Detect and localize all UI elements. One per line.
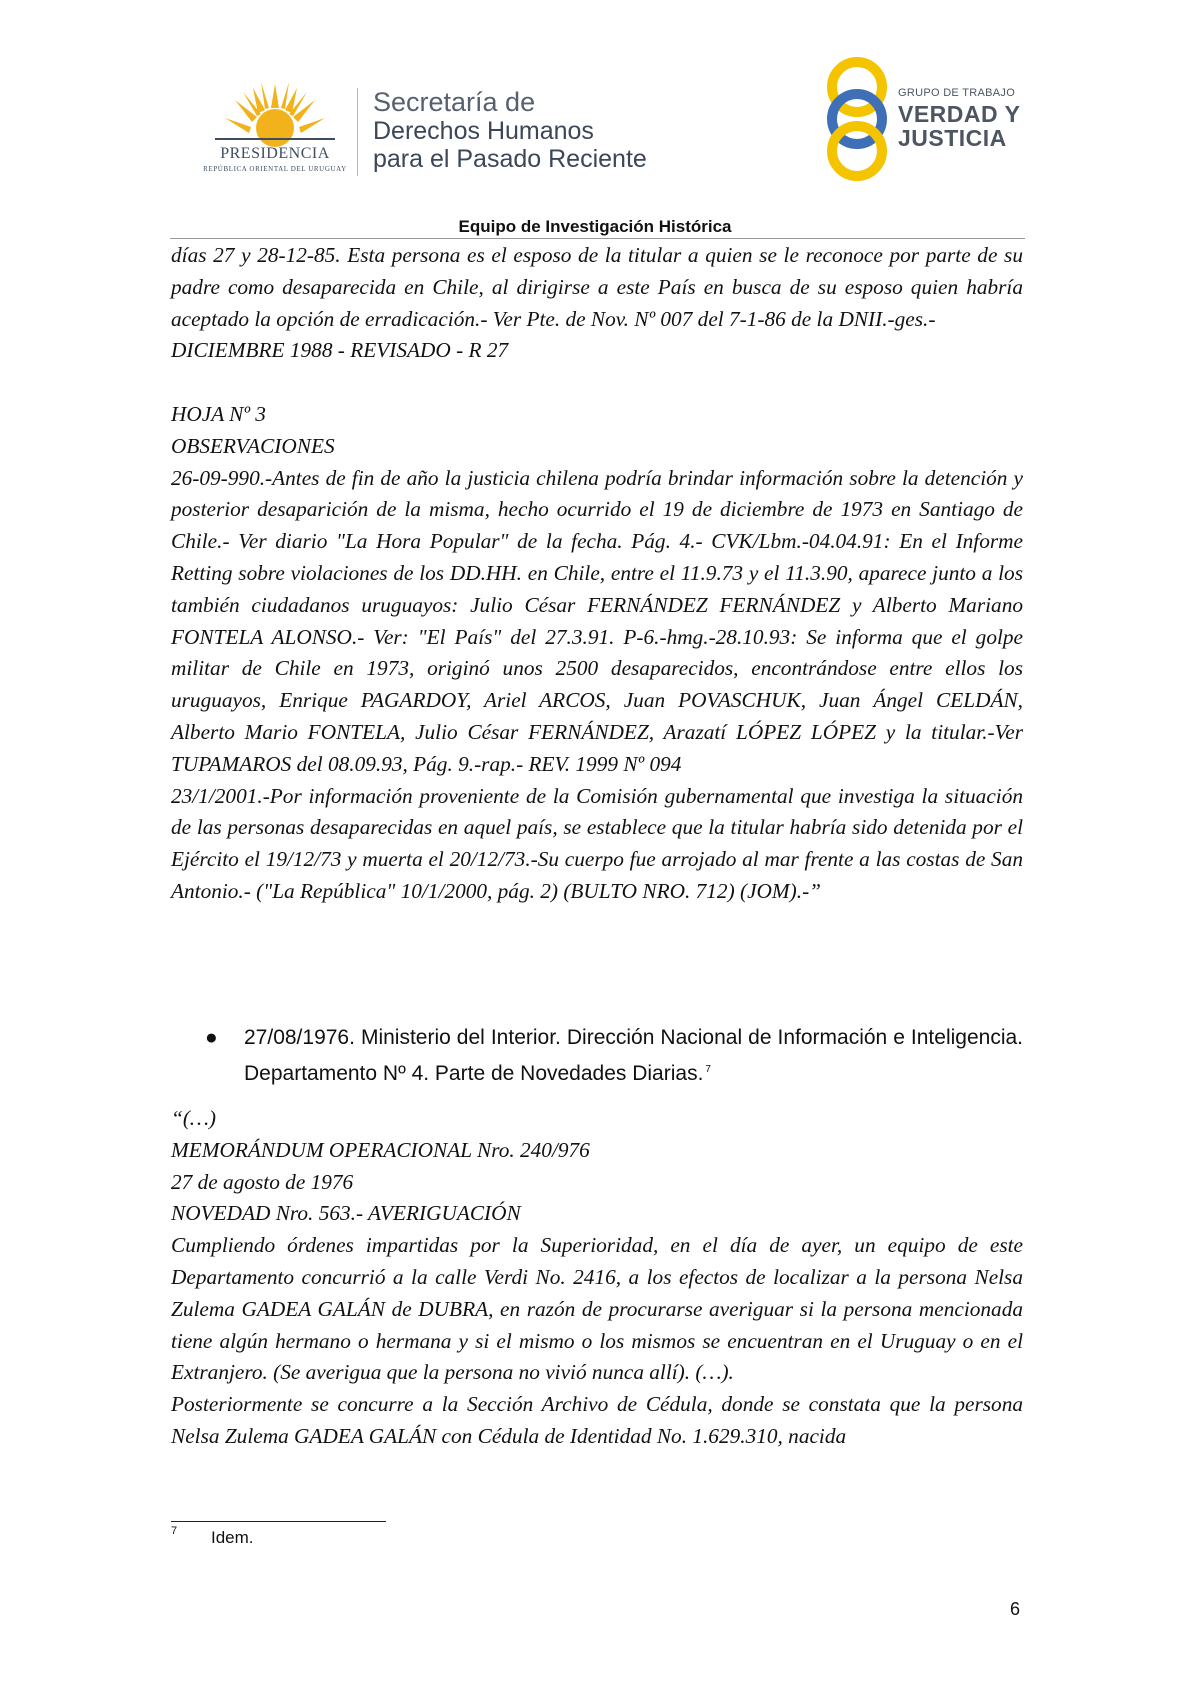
body-paragraph-1: días 27 y 28-12-85. Esta persona es el esposo de la titular a quien se le reconoce por parte de su padre como desaparecida en Chile, al dirigirse a este País en busca de su esposo quien habría aceptado la opción de erradicación.- Ver Pte. de Nov. Nº 007 del 7-1-86 de la DNII.-ges.-: [171, 243, 1023, 331]
logo-divider: [357, 88, 358, 176]
body-paragraph-3: HOJA Nº 3: [171, 401, 266, 426]
secretaria-line-1: Secretaría de: [373, 87, 536, 117]
bullet-dot-icon: ●: [205, 1026, 218, 1049]
presidencia-name: PRESIDENCIA: [220, 145, 330, 162]
header-rule: [170, 238, 1025, 239]
page-header: [0, 0, 1190, 240]
blank-line: [171, 367, 1023, 399]
quote-paragraph-5: Cumpliendo órdenes impartidas por la Superioridad, en el día de ayer, un equipo de este Departamento concurrió a la calle Verdi No. 2416, a los efectos de localizar a la persona Nelsa Zulema GADEA GALÁN de DUBRA, en razón de procurarse averiguar si la persona mencionada tiene algún hermano o hermana y si el mismo o los mismos se encuentran en el Uruguay o en el Extranjero. (Se averigua que la persona no vivió nunca allí). (…).: [171, 1233, 1023, 1385]
document-body-quote: [171, 1103, 1023, 1453]
quote-paragraph-6: Posteriormente se concurre a la Sección Archivo de Cédula, donde se constata que la persona Nelsa Zulema GADEA GALÁN con Cédula de Identidad No. 1.629.310, nacida: [171, 1392, 1023, 1448]
bullet-item: [207, 1022, 1023, 1090]
sun-emblem-icon: [195, 78, 355, 148]
footnote-text: Idem.: [211, 1528, 254, 1547]
body-paragraph-4: OBSERVACIONES: [171, 433, 335, 458]
interlocking-rings-icon: [820, 57, 895, 182]
secretaria-line-3: para el Pasado Reciente: [373, 145, 647, 173]
body-paragraph-6: 23/1/2001.-Por información proveniente de la Comisión gubernamental que investiga la situación de las personas desaparecidas en aquel país, se establece que la titular habría sido detenida por el Ejército el 19/12/73 y muerta el 20/12/73.-Su cuerpo fue arrojado al mar frente a las costas de San Antonio.- ("La República" 10/1/2000, pág. 2) (BULTO NRO. 712) (JOM).-”: [171, 783, 1023, 903]
vj-small-text: GRUPO DE TRABAJO: [898, 87, 1016, 99]
page-number: 6: [1010, 1599, 1021, 1619]
body-paragraph-5: 26-09-990.-Antes de fin de año la justicia chilena podría brindar información sobre la detención y posterior desaparición de la misma, hecho ocurrido el 19 de diciembre de 1973 en Santiago de Chile.- Ver diario "La Hora Popular" de la fecha. Pág. 4.- CVK/Lbm.-04.04.91: En el Informe Retting sobre violaciones de los DD.HH. en Chile, entre el 11.9.73 y el 11.3.90, aparece junto a los también ciudadanos uruguayos: Julio César FERNÁNDEZ FERNÁNDEZ y Alberto Mariano FONTELA ALONSO.- Ver: "El País" del 27.3.91. P-6.-hmg.-28.10.93: Se informa que el golpe militar de Chile en 1973, originó unos 2500 desaparecidos, encontrándose entre ellos los uruguayos, Enrique PAGARDOY, Ariel ARCOS, Juan POVASCHUK, Juan Ángel CELDÁN, Alberto Mario FONTELA, Julio César FERNÁNDEZ, Arazatí LÓPEZ LÓPEZ y la titular.-Ver TUPAMAROS del 08.09.93, Pág. 9.-rap.- REV. 1999 Nº 094: [171, 465, 1023, 776]
quote-paragraph-1: “(…): [171, 1106, 216, 1130]
quote-paragraph-4: NOVEDAD Nro. 563.- AVERIGUACIÓN: [171, 1201, 521, 1226]
presidencia-subtitle: REPÚBLICA ORIENTAL DEL URUGUAY: [203, 165, 347, 173]
footnote-number: 7: [171, 1525, 178, 1537]
bullet-text-content: 27/08/1976. Ministerio del Interior. Dirección Nacional de Información e Inteligencia. Departamento Nº 4. Parte de Novedades Diarias.: [244, 1026, 1023, 1085]
vj-line-1: VERDAD Y: [898, 101, 1021, 127]
footnote-reference[interactable]: 7: [705, 1064, 711, 1075]
secretaria-logo-text: [373, 87, 647, 173]
quote-paragraph-2: MEMORÁNDUM OPERACIONAL Nro. 240/976: [171, 1137, 590, 1162]
document-body: [171, 240, 1023, 908]
quote-paragraph-3: 27 de agosto de 1976: [171, 1169, 354, 1194]
vj-line-2: JUSTICIA: [898, 125, 1007, 151]
bullet-text: [244, 1022, 1023, 1090]
equipo-title: Equipo de Investigación Histórica: [458, 217, 732, 236]
footnote-rule: [171, 1521, 386, 1522]
body-paragraph-2: DICIEMBRE 1988 - REVISADO - R 27: [171, 338, 509, 363]
secretaria-line-2: Derechos Humanos: [373, 117, 594, 145]
presidencia-logo: [195, 78, 355, 176]
verdad-justicia-logo: [820, 57, 1030, 182]
